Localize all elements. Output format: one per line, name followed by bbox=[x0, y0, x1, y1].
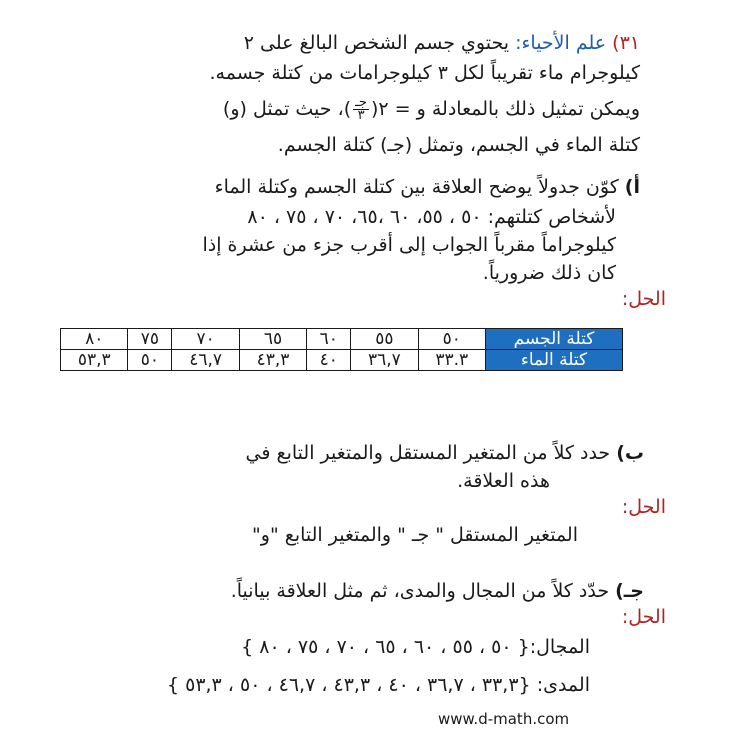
table-cell: ٤٠ bbox=[307, 350, 351, 371]
part-c-text-1: حدّد كلاً من المجال والمدى، ثم مثل العلاقة بيانياً. bbox=[230, 580, 610, 602]
range-line bbox=[167, 672, 590, 698]
domain-value: { ٥٠ ، ٥٥ ، ٦٠ ، ٦٥ ، ٧٠ ، ٧٥ ، ٨٠ } bbox=[241, 636, 530, 658]
part-a-line-4: كان ذلك ضرورياً. bbox=[482, 262, 616, 284]
part-a-solution-label: الحل: bbox=[621, 288, 666, 310]
equation-fraction bbox=[353, 97, 369, 122]
part-b-line-2: هذه العلاقة. bbox=[457, 470, 550, 492]
problem-line-2: كيلوجرام ماء تقريباً لكل ٣ كيلوجرامات من كتلة جسمه. bbox=[209, 62, 640, 84]
problem-line-4: كتلة الماء في الجسم، وتمثل (جـ) كتلة الجسم. bbox=[277, 134, 640, 156]
table-cell: ٨٠ bbox=[61, 329, 128, 350]
fraction-denominator: ٣ bbox=[357, 108, 365, 123]
equation-text-after: )، حيث تمثل (و) bbox=[222, 98, 352, 120]
site-url: www.d-math.com bbox=[438, 710, 570, 728]
table-cell: ٥٥ bbox=[351, 329, 418, 350]
part-b-answer: المتغير المستقل " جـ " والمتغير التابع "و" bbox=[252, 524, 578, 546]
table-cell: ٥٣,٣ bbox=[61, 350, 128, 371]
table-cell: ٧٥ bbox=[128, 329, 172, 350]
table-row-water-mass bbox=[61, 350, 623, 371]
domain-label: المجال: bbox=[529, 636, 590, 658]
row-header-body-mass: كتلة الجسم bbox=[486, 329, 623, 350]
table-cell: ٧٠ bbox=[172, 329, 239, 350]
table-cell: ٦٥ bbox=[239, 329, 306, 350]
problem-line-3 bbox=[223, 96, 640, 122]
table-cell: ٥٠ bbox=[128, 350, 172, 371]
part-c-line-1 bbox=[231, 578, 644, 604]
part-a-text-1: كوّن جدولاً يوضح العلاقة بين كتلة الجسم وكتلة الماء bbox=[214, 176, 619, 198]
part-a-line-3: كيلوجراماً مقرباً الجواب إلى أقرب جزء من عشرة إذا bbox=[202, 234, 616, 256]
problem-text-1: يحتوي جسم الشخص البالغ على ٢ bbox=[243, 32, 510, 54]
part-c-solution-label: الحل: bbox=[621, 606, 666, 628]
part-b-line-1 bbox=[246, 440, 644, 466]
table-cell: ٣٣.٣ bbox=[418, 350, 485, 371]
table-cell: ٣٦,٧ bbox=[351, 350, 418, 371]
problem-subject: علم الأحياء: bbox=[515, 32, 607, 54]
part-a-label: أ) bbox=[624, 176, 640, 198]
table-cell: ٤٦,٧ bbox=[172, 350, 239, 371]
row-header-water-mass: كتلة الماء bbox=[486, 350, 623, 371]
fraction-numerator: جـ bbox=[355, 95, 367, 110]
part-b-solution-label: الحل: bbox=[621, 496, 666, 518]
part-a-line-2: لأشخاص كتلتهم: ٥٠ ، ٥٥، ٦٠ ،٦٥، ٧٠ ، ٧٥ ، ٨٠ bbox=[247, 206, 616, 228]
table-cell: ٦٠ bbox=[307, 329, 351, 350]
range-value: {٣٣,٣ ، ٣٦,٧ ، ٤٠ ، ٤٣,٣ ، ٤٦,٧ ، ٥٠ ، ٥٣,٣ } bbox=[166, 674, 531, 696]
mass-table bbox=[60, 328, 623, 371]
table-cell: ٥٠ bbox=[418, 329, 485, 350]
part-c-label: جـ) bbox=[615, 580, 644, 602]
range-label: المدى: bbox=[536, 674, 590, 696]
problem-line-1 bbox=[244, 30, 640, 56]
table-cell: ٤٣,٣ bbox=[239, 350, 306, 371]
equation-text-before: ويمكن تمثيل ذلك بالمعادلة و = ٢( bbox=[370, 98, 640, 120]
table-row-body-mass bbox=[61, 329, 623, 350]
problem-number: ٣١) bbox=[612, 32, 640, 54]
part-b-label: ب) bbox=[616, 442, 644, 464]
part-b-text-1: حدد كلاً من المتغير المستقل والمتغير التابع في bbox=[245, 442, 611, 464]
part-a-line-1 bbox=[215, 174, 640, 200]
domain-line bbox=[241, 634, 590, 660]
